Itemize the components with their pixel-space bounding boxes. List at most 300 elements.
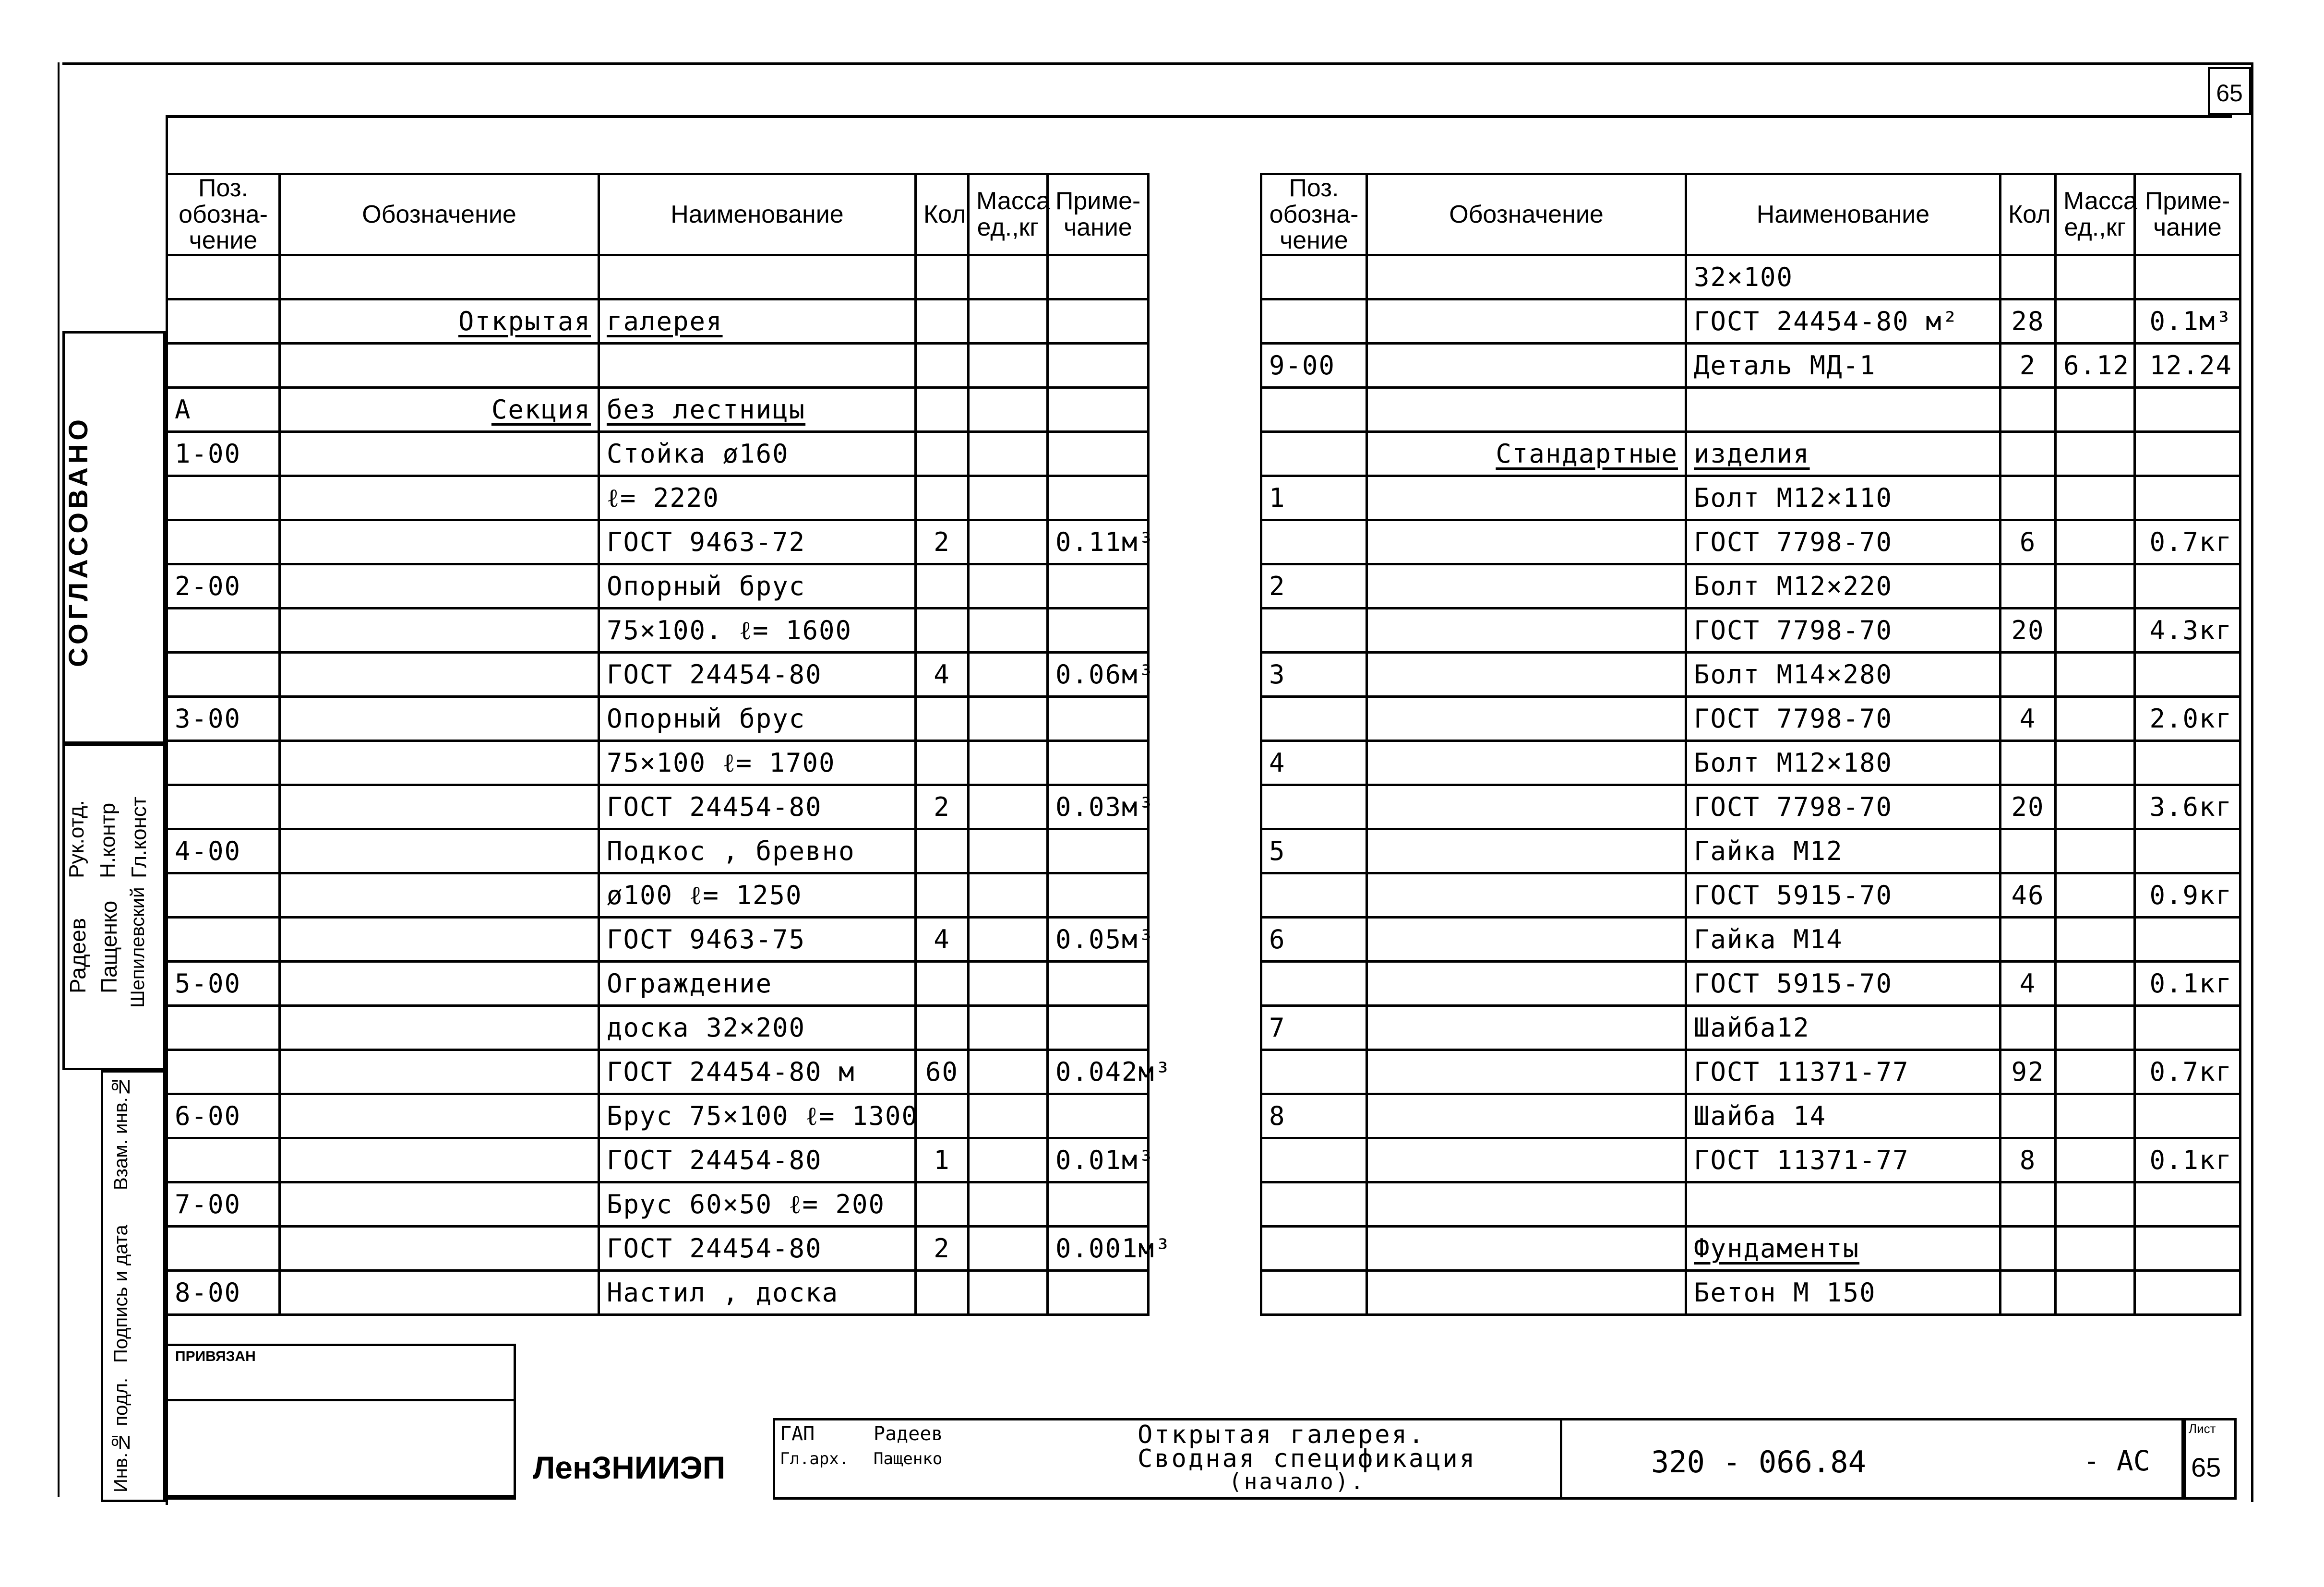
name-shepilevsky: Шепилевский bbox=[127, 887, 148, 1008]
designation-cell bbox=[280, 608, 599, 652]
mass-cell bbox=[969, 961, 1048, 1005]
mass-cell bbox=[969, 1050, 1048, 1094]
pos-cell bbox=[167, 873, 280, 917]
designation-cell bbox=[280, 1005, 599, 1050]
name-cell: ГОСТ 7798-70 bbox=[1686, 785, 2001, 829]
name-cell: ГОСТ 5915-70 bbox=[1686, 961, 2001, 1005]
mass-cell bbox=[969, 608, 1048, 652]
mass-cell bbox=[2056, 608, 2135, 652]
pos-cell: 9-00 bbox=[1261, 343, 1367, 387]
designation-cell bbox=[1367, 1005, 1686, 1050]
role-norm-control: Н.контр bbox=[96, 802, 120, 878]
mass-cell bbox=[969, 740, 1048, 785]
spec-row bbox=[167, 652, 1149, 696]
designation-cell bbox=[280, 255, 599, 299]
designation-cell bbox=[280, 785, 599, 829]
designation-cell bbox=[1367, 1270, 1686, 1314]
name-cell: Болт М12×110 bbox=[1686, 476, 2001, 520]
spec-row bbox=[1261, 961, 2240, 1005]
top-border-line bbox=[62, 62, 2251, 65]
approval-sidebar bbox=[62, 331, 166, 1502]
mass-cell bbox=[2056, 1138, 2135, 1182]
name-cell: ГОСТ 24454-80 bbox=[599, 1226, 916, 1270]
note-cell bbox=[2135, 1270, 2240, 1314]
note-cell bbox=[1048, 431, 1149, 476]
note-cell: 0.06м³ bbox=[1048, 652, 1149, 696]
header-qty: Кол bbox=[2001, 174, 2056, 255]
spec-row bbox=[167, 1005, 1149, 1050]
mass-cell bbox=[969, 696, 1048, 740]
designation-cell bbox=[280, 564, 599, 608]
org-name: ЛенЗНИИЭП bbox=[533, 1450, 726, 1485]
name-cell: Шайба 14 bbox=[1686, 1094, 2001, 1138]
pos-cell: 8 bbox=[1261, 1094, 1367, 1138]
spec-row bbox=[167, 1182, 1149, 1226]
designation-cell bbox=[1367, 564, 1686, 608]
pos-cell bbox=[1261, 255, 1367, 299]
page-number: 65 bbox=[2208, 67, 2251, 115]
name-cell bbox=[1686, 387, 2001, 431]
spec-row bbox=[167, 564, 1149, 608]
designation-cell bbox=[280, 652, 599, 696]
pos-cell bbox=[1261, 1270, 1367, 1314]
sign-date-label: Подпись и дата bbox=[110, 1225, 132, 1363]
gap-role: ГАП bbox=[780, 1423, 815, 1445]
name-cell: Настил , доска bbox=[599, 1270, 916, 1314]
name-cell bbox=[599, 255, 916, 299]
name-cell: ГОСТ 5915-70 bbox=[1686, 873, 2001, 917]
name-cell: 75×100 ℓ= 1700 bbox=[599, 740, 916, 785]
qty-cell bbox=[2001, 917, 2056, 961]
swap-inv-label: Взам. инв.№ bbox=[110, 1076, 132, 1190]
spec-row bbox=[167, 1094, 1149, 1138]
mass-cell: 6.12 bbox=[2056, 343, 2135, 387]
mass-cell bbox=[2056, 1182, 2135, 1226]
qty-cell bbox=[2001, 255, 2056, 299]
designation-cell bbox=[1367, 652, 1686, 696]
pos-cell bbox=[167, 476, 280, 520]
mass-cell bbox=[2056, 1005, 2135, 1050]
qty-cell bbox=[916, 740, 969, 785]
note-cell: 12.24 bbox=[2135, 343, 2240, 387]
header-note: Приме- чание bbox=[2135, 174, 2240, 255]
qty-cell bbox=[2001, 387, 2056, 431]
qty-cell bbox=[2001, 829, 2056, 873]
name-cell: Болт М14×280 bbox=[1686, 652, 2001, 696]
role-head-dept: Рук.отд. bbox=[65, 800, 88, 878]
name-cell: ГОСТ 9463-75 bbox=[599, 917, 916, 961]
note-cell bbox=[1048, 1094, 1149, 1138]
pos-cell bbox=[1261, 431, 1367, 476]
bound-label: ПРИВЯЗАН bbox=[175, 1348, 256, 1364]
spec-row bbox=[1261, 1050, 2240, 1094]
designation-cell bbox=[1367, 1050, 1686, 1094]
note-cell bbox=[2135, 740, 2240, 785]
mass-cell bbox=[2056, 873, 2135, 917]
mass-cell bbox=[2056, 1050, 2135, 1094]
mass-cell bbox=[969, 1005, 1048, 1050]
spec-row bbox=[1261, 829, 2240, 873]
pos-cell: 5-00 bbox=[167, 961, 280, 1005]
spec-row bbox=[1261, 564, 2240, 608]
pos-cell: 2 bbox=[1261, 564, 1367, 608]
note-cell bbox=[1048, 608, 1149, 652]
spec-row bbox=[1261, 873, 2240, 917]
mass-cell bbox=[969, 873, 1048, 917]
spec-row bbox=[1261, 696, 2240, 740]
name-cell: изделия bbox=[1686, 431, 2001, 476]
header-name: Наименование bbox=[599, 174, 916, 255]
name-cell: Опорный брус bbox=[599, 696, 916, 740]
note-cell bbox=[1048, 476, 1149, 520]
gap-name: Радеев bbox=[874, 1423, 943, 1445]
pos-cell: А bbox=[167, 387, 280, 431]
qty-cell bbox=[2001, 564, 2056, 608]
pos-cell bbox=[167, 1226, 280, 1270]
designation-cell bbox=[280, 343, 599, 387]
spec-row bbox=[167, 696, 1149, 740]
designation-cell bbox=[280, 740, 599, 785]
mass-cell bbox=[2056, 961, 2135, 1005]
pos-cell: 7 bbox=[1261, 1005, 1367, 1050]
note-cell: 0.1м³ bbox=[2135, 299, 2240, 343]
name-cell: Брус 60×50 ℓ= 200 bbox=[599, 1182, 916, 1226]
note-cell bbox=[1048, 387, 1149, 431]
note-cell: 0.042м³ bbox=[1048, 1050, 1149, 1094]
note-cell bbox=[1048, 1005, 1149, 1050]
qty-cell bbox=[916, 696, 969, 740]
name-cell: ø100 ℓ= 1250 bbox=[599, 873, 916, 917]
header-mass: Масса ед.,кг bbox=[2056, 174, 2135, 255]
designation-cell: Стандартные bbox=[1367, 431, 1686, 476]
name-cell: ГОСТ 24454-80 bbox=[599, 785, 916, 829]
qty-cell bbox=[916, 255, 969, 299]
designation-cell bbox=[1367, 299, 1686, 343]
sheet-number: 65 bbox=[2191, 1452, 2221, 1482]
designation-cell bbox=[1367, 740, 1686, 785]
designation-cell bbox=[1367, 1094, 1686, 1138]
qty-cell bbox=[2001, 1270, 2056, 1314]
mass-cell bbox=[2056, 299, 2135, 343]
mass-cell bbox=[969, 476, 1048, 520]
qty-cell bbox=[2001, 1182, 2056, 1226]
qty-cell bbox=[916, 387, 969, 431]
spec-row bbox=[167, 255, 1149, 299]
pos-cell bbox=[167, 1050, 280, 1094]
mass-cell bbox=[2056, 255, 2135, 299]
designation-cell bbox=[280, 1050, 599, 1094]
name-cell: Деталь МД-1 bbox=[1686, 343, 2001, 387]
pos-cell: 3-00 bbox=[167, 696, 280, 740]
note-cell: 4.3кг bbox=[2135, 608, 2240, 652]
pos-cell bbox=[167, 740, 280, 785]
mass-cell bbox=[969, 387, 1048, 431]
qty-cell: 20 bbox=[2001, 785, 2056, 829]
qty-cell bbox=[916, 564, 969, 608]
mass-cell bbox=[2056, 917, 2135, 961]
name-cell: ГОСТ 11371-77 bbox=[1686, 1050, 2001, 1094]
designation-cell bbox=[280, 829, 599, 873]
pos-cell: 6-00 bbox=[167, 1094, 280, 1138]
pos-cell bbox=[167, 652, 280, 696]
qty-cell: 2 bbox=[2001, 343, 2056, 387]
pos-cell bbox=[167, 1005, 280, 1050]
qty-cell bbox=[916, 1094, 969, 1138]
name-radeev: Радеев bbox=[65, 918, 90, 993]
qty-cell: 28 bbox=[2001, 299, 2056, 343]
header-note: Приме- чание bbox=[1048, 174, 1149, 255]
qty-cell: 4 bbox=[916, 652, 969, 696]
spec-row bbox=[167, 829, 1149, 873]
designation-cell bbox=[1367, 1226, 1686, 1270]
right-border-line bbox=[2251, 62, 2253, 1502]
qty-cell bbox=[916, 1005, 969, 1050]
designation-cell bbox=[1367, 873, 1686, 917]
role-chief-constructor: Гл.конст bbox=[127, 797, 151, 878]
mass-cell bbox=[2056, 785, 2135, 829]
header-designation: Обозначение bbox=[1367, 174, 1686, 255]
note-cell bbox=[1048, 564, 1149, 608]
spec-row bbox=[167, 343, 1149, 387]
mass-cell bbox=[969, 652, 1048, 696]
note-cell bbox=[2135, 1005, 2240, 1050]
pos-cell bbox=[1261, 873, 1367, 917]
mass-cell bbox=[969, 785, 1048, 829]
designation-cell: Секция bbox=[280, 387, 599, 431]
qty-cell: 4 bbox=[916, 917, 969, 961]
note-cell bbox=[2135, 917, 2240, 961]
pos-cell: 3 bbox=[1261, 652, 1367, 696]
spec-row bbox=[1261, 520, 2240, 564]
right-header-row bbox=[1261, 174, 2240, 255]
note-cell bbox=[1048, 343, 1149, 387]
designation-cell bbox=[1367, 520, 1686, 564]
spec-row bbox=[1261, 1094, 2240, 1138]
qty-cell: 6 bbox=[2001, 520, 2056, 564]
qty-cell bbox=[916, 343, 969, 387]
designation-cell bbox=[1367, 608, 1686, 652]
mass-cell bbox=[969, 520, 1048, 564]
spec-row bbox=[1261, 740, 2240, 785]
doc-code: 320 - 066.84 bbox=[1651, 1444, 1866, 1480]
mass-cell bbox=[969, 829, 1048, 873]
mass-cell bbox=[2056, 564, 2135, 608]
designation-cell bbox=[1367, 387, 1686, 431]
right-spec-table bbox=[1260, 173, 2241, 1316]
title-line-2: Сводная спецификация bbox=[1138, 1444, 1477, 1473]
qty-cell: 4 bbox=[2001, 696, 2056, 740]
spec-row bbox=[1261, 917, 2240, 961]
mass-cell bbox=[2056, 431, 2135, 476]
pos-cell bbox=[167, 1138, 280, 1182]
designation-cell bbox=[1367, 961, 1686, 1005]
header-designation: Обозначение bbox=[280, 174, 599, 255]
mass-cell bbox=[2056, 387, 2135, 431]
note-cell bbox=[2135, 255, 2240, 299]
spec-row bbox=[1261, 299, 2240, 343]
mass-cell bbox=[2056, 520, 2135, 564]
name-cell bbox=[599, 343, 916, 387]
left-header-row bbox=[167, 174, 1149, 255]
name-cell: Опорный брус bbox=[599, 564, 916, 608]
spec-row bbox=[167, 785, 1149, 829]
note-cell bbox=[1048, 873, 1149, 917]
name-cell: Подкос , бревно bbox=[599, 829, 916, 873]
name-cell: Болт М12×220 bbox=[1686, 564, 2001, 608]
note-cell bbox=[2135, 387, 2240, 431]
qty-cell: 1 bbox=[916, 1138, 969, 1182]
name-cell: 32×100 bbox=[1686, 255, 2001, 299]
name-cell: доска 32×200 bbox=[599, 1005, 916, 1050]
mass-cell bbox=[2056, 1226, 2135, 1270]
qty-cell bbox=[2001, 431, 2056, 476]
pos-cell bbox=[167, 785, 280, 829]
mass-cell bbox=[2056, 696, 2135, 740]
designation-cell bbox=[280, 961, 599, 1005]
note-cell bbox=[1048, 829, 1149, 873]
note-cell bbox=[1048, 696, 1149, 740]
mass-cell bbox=[969, 1138, 1048, 1182]
mass-cell bbox=[969, 1226, 1048, 1270]
mass-cell bbox=[2056, 476, 2135, 520]
note-cell bbox=[1048, 1270, 1149, 1314]
note-cell bbox=[2135, 652, 2240, 696]
qty-cell bbox=[2001, 476, 2056, 520]
qty-cell: 8 bbox=[2001, 1138, 2056, 1182]
title-line-1: Открытая галерея. bbox=[1138, 1420, 1426, 1449]
designation-cell bbox=[280, 431, 599, 476]
spec-row bbox=[167, 917, 1149, 961]
spec-row bbox=[1261, 476, 2240, 520]
note-cell: 0.9кг bbox=[2135, 873, 2240, 917]
name-paschenko: Пащенко bbox=[96, 900, 121, 993]
title-line-3: (начало). bbox=[1229, 1468, 1366, 1494]
header-pos: Поз. обозна- чение bbox=[1261, 174, 1367, 255]
mass-cell bbox=[969, 255, 1048, 299]
name-cell: Ограждение bbox=[599, 961, 916, 1005]
spec-row bbox=[1261, 652, 2240, 696]
qty-cell bbox=[916, 961, 969, 1005]
designation-cell bbox=[280, 1094, 599, 1138]
name-cell: Гайка М12 bbox=[1686, 829, 2001, 873]
qty-cell: 60 bbox=[916, 1050, 969, 1094]
pos-cell bbox=[167, 608, 280, 652]
spec-row bbox=[1261, 1182, 2240, 1226]
arch-name: Пащенко bbox=[874, 1449, 943, 1468]
designation-cell bbox=[280, 520, 599, 564]
spec-row bbox=[1261, 785, 2240, 829]
name-cell: ГОСТ 24454-80 bbox=[599, 1138, 916, 1182]
qty-cell: 2 bbox=[916, 785, 969, 829]
note-cell: 0.11м³ bbox=[1048, 520, 1149, 564]
mass-cell bbox=[2056, 1094, 2135, 1138]
name-cell: Гайка М14 bbox=[1686, 917, 2001, 961]
designation-cell bbox=[1367, 343, 1686, 387]
header-mass: Масса ед.,кг bbox=[969, 174, 1048, 255]
pos-cell bbox=[167, 520, 280, 564]
qty-cell bbox=[916, 608, 969, 652]
spec-row bbox=[167, 1050, 1149, 1094]
note-cell bbox=[1048, 299, 1149, 343]
name-cell: Бетон М 150 bbox=[1686, 1270, 2001, 1314]
name-cell: ℓ= 2220 bbox=[599, 476, 916, 520]
name-cell: ГОСТ 11371-77 bbox=[1686, 1138, 2001, 1182]
pos-cell bbox=[167, 917, 280, 961]
spec-row bbox=[1261, 255, 2240, 299]
note-cell bbox=[2135, 1226, 2240, 1270]
spec-row bbox=[167, 387, 1149, 431]
name-cell: ГОСТ 24454-80 м bbox=[599, 1050, 916, 1094]
designation-cell bbox=[1367, 696, 1686, 740]
designation-cell bbox=[280, 1226, 599, 1270]
spec-row bbox=[167, 299, 1149, 343]
pos-cell bbox=[1261, 1050, 1367, 1094]
note-cell: 0.1кг bbox=[2135, 961, 2240, 1005]
pos-cell: 7-00 bbox=[167, 1182, 280, 1226]
pos-cell bbox=[1261, 387, 1367, 431]
pos-cell bbox=[167, 343, 280, 387]
qty-cell bbox=[2001, 740, 2056, 785]
spec-row bbox=[1261, 431, 2240, 476]
name-cell bbox=[1686, 1182, 2001, 1226]
mass-cell bbox=[969, 343, 1048, 387]
mass-cell bbox=[969, 564, 1048, 608]
pos-cell: 5 bbox=[1261, 829, 1367, 873]
note-cell: 0.7кг bbox=[2135, 520, 2240, 564]
designation-cell bbox=[1367, 1182, 1686, 1226]
mass-cell bbox=[969, 1182, 1048, 1226]
qty-cell bbox=[916, 299, 969, 343]
inv-orig-label: Инв.№ подл. bbox=[110, 1377, 132, 1492]
name-cell: Брус 75×100 ℓ= 1300 bbox=[599, 1094, 916, 1138]
pos-cell bbox=[1261, 696, 1367, 740]
mass-cell bbox=[969, 431, 1048, 476]
spec-row bbox=[1261, 1270, 2240, 1314]
name-cell: ГОСТ 7798-70 bbox=[1686, 520, 2001, 564]
designation-cell bbox=[280, 1270, 599, 1314]
qty-cell: 4 bbox=[2001, 961, 2056, 1005]
mass-cell bbox=[2056, 740, 2135, 785]
spec-row bbox=[167, 520, 1149, 564]
qty-cell bbox=[916, 873, 969, 917]
note-cell bbox=[1048, 961, 1149, 1005]
pos-cell bbox=[1261, 785, 1367, 829]
note-cell: 0.1кг bbox=[2135, 1138, 2240, 1182]
sheet-label: Лист bbox=[2189, 1421, 2216, 1436]
spec-row bbox=[167, 1226, 1149, 1270]
pos-cell bbox=[1261, 1138, 1367, 1182]
note-cell: 0.03м³ bbox=[1048, 785, 1149, 829]
pos-cell bbox=[1261, 1182, 1367, 1226]
note-cell bbox=[1048, 1182, 1149, 1226]
header-qty: Кол bbox=[916, 174, 969, 255]
approved-label: СОГЛАСОВАНО bbox=[63, 416, 93, 667]
qty-cell bbox=[2001, 1005, 2056, 1050]
pos-cell: 1-00 bbox=[167, 431, 280, 476]
note-cell bbox=[2135, 564, 2240, 608]
note-cell bbox=[2135, 1094, 2240, 1138]
qty-cell bbox=[2001, 1226, 2056, 1270]
mass-cell bbox=[2056, 652, 2135, 696]
designation-cell bbox=[1367, 476, 1686, 520]
designation-cell bbox=[280, 917, 599, 961]
note-cell bbox=[2135, 829, 2240, 873]
pos-cell bbox=[1261, 520, 1367, 564]
spec-row bbox=[167, 431, 1149, 476]
note-cell: 0.7кг bbox=[2135, 1050, 2240, 1094]
spec-row bbox=[167, 873, 1149, 917]
designation-cell bbox=[1367, 917, 1686, 961]
